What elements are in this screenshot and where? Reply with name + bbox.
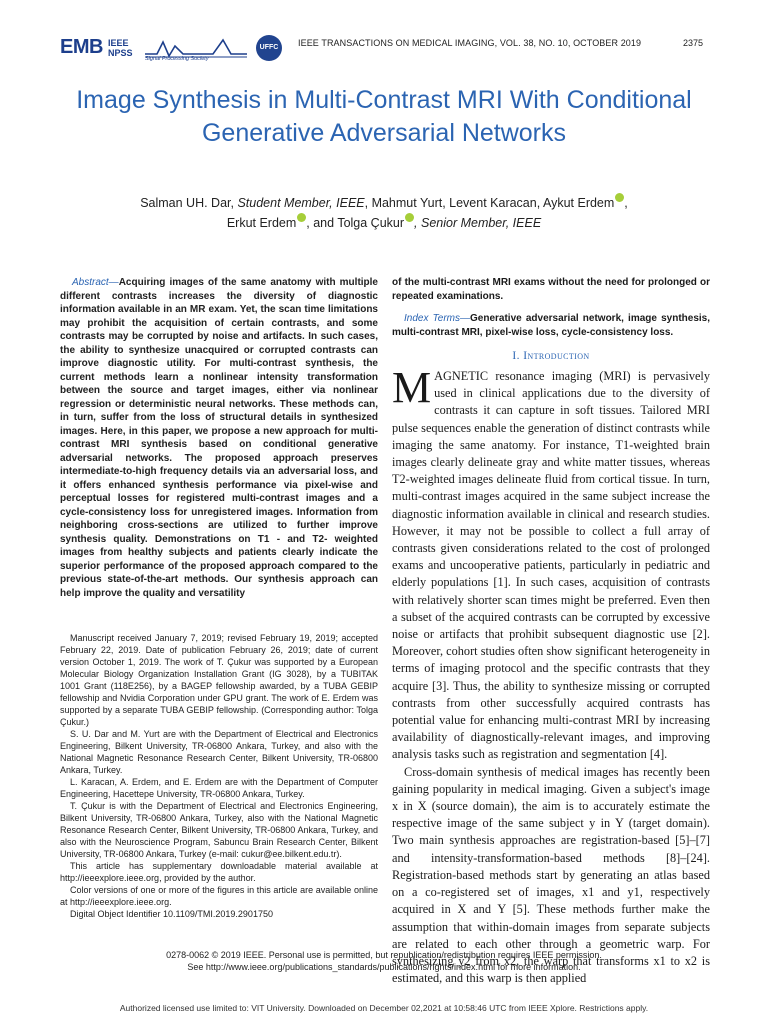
copyright-line-2: See http://www.ieee.org/publications_standards/publications/rights/index.html for more information. bbox=[187, 962, 581, 972]
section-heading bbox=[392, 350, 710, 362]
uffc-logo: UFFC bbox=[256, 35, 282, 61]
author-role: Student Member, IEEE bbox=[237, 196, 365, 211]
author-line-1: Salman UH. Dar, Student Member, IEEE, Mahmut Yurt, Levent Karacan, Aykut Erdem , bbox=[60, 193, 708, 213]
paper-title: Image Synthesis in Multi-Contrast MRI With Conditional Generative Adversarial Networks bbox=[76, 86, 692, 147]
abstract-label: Abstract— bbox=[72, 277, 119, 288]
emb-logo: EMB bbox=[60, 36, 103, 58]
sps-logo bbox=[143, 34, 249, 64]
abstract-text: Acquiring images of the same anatomy with multiple different contrasts increases the diversity of diagnostic information available in an MR exam. Yet, the scan time limitations may prohibit the acquisition of certain contrasts, and some contrasts may be corrupted by noise and artifacts. In such cases, the ability to synthesize unacquired or corrupted contrasts can improve diagnostic utility. For multi-contrast synthesis, the current methods learn a nonlinear intensity transformation between the source and target images, either via nonlinear regression or deterministic neural networks. These methods can, in turn, suffer from the loss of structural details in synthesized images. Here, in this paper, we propose a new approach for multi-contrast MRI synthesis based on conditional generative adversarial networks. The proposed approach preserves intermediate-to-high frequency details via an adversarial loss, and it offers enhanced synthesis performance via pixel-wise and perceptual losses for registered multi-contrast images and a cycle-consistency loss for unregistered images. Information from neighboring cross-sections are utilized to further improve synthesis quality. Demonstrations on T1 - and T2- weighted images from healthy subjects and patients clearly indicate the superior performance of the proposed approach compared to the previous state-of-the-art methods. Our synthesis approach can help improve the quality and versatility bbox=[60, 277, 378, 599]
sps-logo-text: Signal Processing Society bbox=[145, 56, 209, 62]
footnote-doi: Digital Object Identifier 10.1109/TMI.2019.2901750 bbox=[70, 909, 273, 919]
abstract bbox=[60, 276, 378, 600]
index-terms-text: Generative adversarial network, image synthesis, multi-contrast MRI, pixel-wise loss, cycle-consistency loss. bbox=[392, 313, 710, 338]
index-terms-label: Index Terms— bbox=[404, 313, 471, 324]
ieee-npss-logo bbox=[108, 38, 140, 58]
footnote-color: Color versions of one or more of the figures in this article are available online at http://ieeexplore.ieee.org. bbox=[60, 885, 378, 907]
section-title: Introduction bbox=[523, 350, 590, 362]
paragraph-2: Cross-domain synthesis of medical images has recently been gaining popularity in medical imaging. Given a subject's image x in X (source domain), the aim is to accurately estimate the respective image of the same subject y in Y (target domain). Two main synthesis approaches are registration-based [5]–[7] and intensity-transformation-based methods [8]–[24]. Registration-based methods start by generating an atlas based on a co-registered set of images, x1 and y1, respectively acquired in X and Y [5]. These methods further make the assumption that within-domain images from separate subjects are related to each other through a geometric warp. For synthesizing y2 from x2, the warp that transforms x1 to x2 is estimated, and this warp is then applied bbox=[392, 764, 710, 986]
index-terms bbox=[392, 312, 710, 339]
author-role: , Senior Member, IEEE bbox=[414, 216, 542, 231]
footnote-affiliation: L. Karacan, A. Erdem, and E. Erdem are with the Department of Computer Engineering, Hacettepe University, TR-06800 Ankara, Turkey. bbox=[60, 777, 378, 799]
abstract-continuation: of the multi-contrast MRI exams without the need for prolonged or repeated examinations. bbox=[392, 277, 710, 302]
paragraph-1 bbox=[392, 363, 710, 764]
author-list bbox=[60, 193, 708, 233]
footnote-manuscript: Manuscript received January 7, 2019; revised February 19, 2019; accepted February 22, 2019. Date of publication February 26, 2019; date of current version October 1, 2019. The work of T. Çukur was supported by a European Molecular Biology Organization Installation Grant (IG 3028), by a TUBITAK 1001 Grant (118E256), by a BAGEP fellowship awarded, by a TUBA GEBIP fellowship and Nvidia Corporation under GPU grant. The work of E. Erdem was supported by a separate TUBA GEBIP fellowship. (Corresponding author: Tolga Çukur.) bbox=[60, 633, 378, 727]
section-number: I. bbox=[512, 350, 520, 362]
ieee-logo-text: IEEE bbox=[108, 38, 129, 48]
dropcap: M bbox=[392, 363, 432, 412]
orcid-icon[interactable] bbox=[405, 213, 414, 222]
footnote-supplementary: This article has supplementary downloadable material available at http://ieeexplore.ieee.org, provided by the author. bbox=[60, 861, 378, 883]
footnotes bbox=[60, 632, 378, 920]
page-number: 2375 bbox=[683, 38, 704, 48]
paragraph-1-text: AGNETIC resonance imaging (MRI) is pervasively used in clinical applications due to the diversity of contrasts it can capture in soft tissues. Tailored MRI pulse sequences enable the generation of distinct contrasts while imaging the same anatomy. For instance, T1-weighted brain images clearly delineate gray and white matter tissues, whereas T2-weighted images delineate fluid from cortical tissue. In turn, multi-contrast images acquired in the same subject increase the diagnostic information available in clinical and research studies. However, it may not be possible to collect a full array of contrasts given considerations related to the cost of prolonged exams and uncooperative patients, particularly in pediatric and elderly populations [1]. In such cases, acquisition of contrasts with relatively shorter scan times might be preferred. Even then a subset of the acquired contrasts can be corrupted by excessive noise or artifacts that prohibit subsequent diagnostic use [2]. Moreover, cohort studies often show significant heterogeneity in terms of imaging protocol and the specific contrasts that they acquire [3]. Thus, the ability to synthesize missing or corrupted contrasts from other successfully acquired contrasts has potential value for enhancing multi-contrast MRI by increasing availability of diagnostically-relevant images, and improving analysis tasks such as registration and segmentation [4]. bbox=[392, 369, 710, 762]
orcid-icon[interactable] bbox=[615, 193, 624, 202]
author-names: , Mahmut Yurt, Levent Karacan, Aykut Erdem bbox=[364, 196, 615, 211]
body-text bbox=[392, 363, 710, 987]
author-name: Salman UH. Dar, bbox=[140, 196, 238, 211]
orcid-icon[interactable] bbox=[297, 213, 306, 222]
journal-header: IEEE TRANSACTIONS ON MEDICAL IMAGING, VOL. 38, NO. 10, OCTOBER 2019 bbox=[298, 38, 642, 48]
copyright-line-1: 0278-0062 © 2019 IEEE. Personal use is permitted, but republication/redistribution requires IEEE permission. bbox=[166, 950, 602, 960]
author-name: Erkut Erdem bbox=[226, 216, 297, 231]
license-notice: Authorized licensed use limited to: VIT University. Downloaded on December 02,2021 at 10:58:46 UTC from IEEE Xplore. Restrictions apply. bbox=[119, 1003, 649, 1013]
copyright-notice bbox=[60, 949, 708, 973]
footnote-affiliation: T. Çukur is with the Department of Electrical and Electronics Engineering, Bilkent University, TR-06800 Ankara, Turkey, also with the National Magnetic Resonance Research Center, Bilkent University, TR-06800 Ankara, Turkey, and also with the Neuroscience Program, Sabuncu Brain Research Center, Bilkent University, TR-06800 Ankara, Turkey (e-mail: cukur@ee.bilkent.edu.tr). bbox=[60, 801, 378, 859]
author-line-2 bbox=[60, 213, 708, 233]
author-name: , and Tolga Çukur bbox=[306, 216, 405, 231]
footnote-affiliation: S. U. Dar and M. Yurt are with the Department of Electrical and Electronics Engineering, Bilkent University, TR-06800 Ankara, Turkey, and also with the National Magnetic Resonance Research Center, Bilkent University, TR-06800 Ankara, Turkey. bbox=[60, 729, 378, 775]
npss-logo-text: NPSS bbox=[108, 48, 133, 58]
